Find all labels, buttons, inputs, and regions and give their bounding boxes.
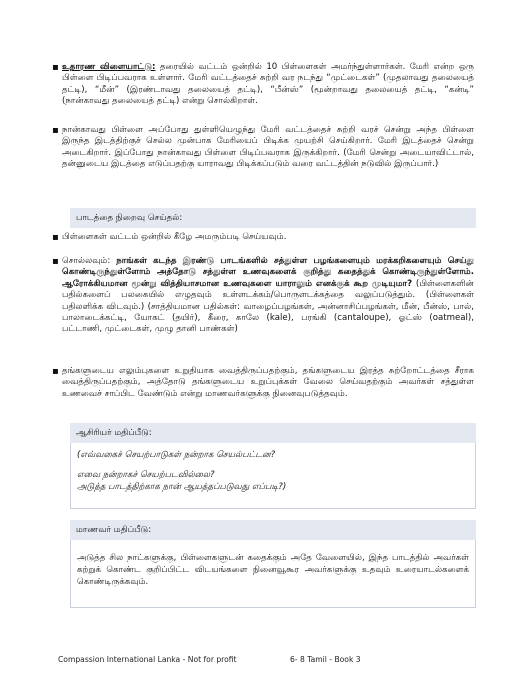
game-continuation-bullet [62,125,474,171]
student-evaluation-header [70,520,476,540]
say-lead: சொல்லவும்: [62,256,111,266]
teacher-evaluation-q3: அடுத்த பாடத்திற்காக நான் ஆயத்தப்படுவது எப்படி?) [77,482,287,492]
sit-in-circle-text: பிள்ளைகள் வட்டம் ஒன்றில் கீழே அமரும்படி செய்யவும். [62,232,287,242]
lesson-closing-heading [70,208,476,228]
sit-in-circle-bullet [62,232,474,243]
say-bold-text: நாங்கள் கடந்த இரண்டு பாடங்களில் சத்துள்ள பழங்களையும் மரக்கறிகளையும் செய்து கொண்டிருந்துள்ளோம் அத்தோடு சத்துள்ள உணவுகளைக் குறித்து கதைத்துக் கொண்டிருந்துள்ளோம். ஆரோக்கியமான மூன்று வித்தியாசமான உணவுகளை யாராலும் எனக்குக் கூற முடியுமா? [62,256,475,289]
footer-organization: Compassion International Lanka - Not for profit [58,655,237,664]
game-continuation-text: நான்காவது பிள்ளை அப்போது துள்ளியெழுந்து மேரி வட்டத்தைச் சுற்றி வரச் சென்று அந்த பிள்ளை இருந்த இடத்திற்குச் செல்ல முன்பாக மேரியைப் பிடிக்க முயற்சி செய்கிறார். மேரி இடத்தைச் சென்று அடைகிறார். இப்போது நான்காவது பிள்ளை பிடிப்பவராக இருக்கிறார். (மேரி சென்று அடையாவிட்டால், தன்னுடைய இடத்தை எடுப்பதற்கு யாராவது பிடிக்கப்படும் வரை வட்டத்தின் நடுவில் இருப்பார்.) [62,125,474,170]
student-evaluation-box [70,540,476,608]
say-answers-text: (பிள்ளைகளின் பதில்களைப் பலகையில் எழுதவும் உள்ளடக்கம்/பொருளடக்கத்தை வலுப்படுத்தும். (பிள்ளைகள் பதிலளிக்க விடவும்.) (சாத்தியமான பதில்கள்: வாழைப்பழங்கள், அன்னாசிப்பழங்கள், மீன், பீன்ஸ், பால், பாலாடைக்கட்டி, யோகட் (தயிர்), கீரை, காலே (kale), பரங்கி (cantaloupe), ஓட்ஸ் (oatmeal), பட்டாணி, முட்டைகள், முழு தானி பாண்கள்) [62,278,475,335]
teacher-evaluation-header [70,423,476,443]
footer-book-info: 6- 8 Tamil - Book 3 [290,655,361,664]
teacher-evaluation-q1: (எவ்வகைச் செயற்பாடுகள் நன்றாக செயல்பட்டன? [77,450,276,460]
student-evaluation-title: மாணவர் மதிப்பீடு: [76,525,152,535]
reminder-bullet [62,366,474,400]
lesson-closing-title: பாடத்தை நிறைவு செய்தல்: [76,213,183,223]
example-game-bullet [62,62,474,108]
teacher-evaluation-box [70,443,476,509]
example-game-heading: உதாரண விளையாட்டு: [62,62,156,72]
example-game-text: தரையில் வட்டம் ஒன்றில் 10 பிள்ளைகள் அமர்ந்துள்ளார்கள். மேரி என்ற ஒரு பிள்ளை பிடிப்பவராக உள்ளார். மேரி வட்டத்தைச் சுற்றி வர நடந்து “முட்டைகள்” (முதலாவது தலையைத் தட்டி), “மீன்” (இரண்டாவது தலையைத் தட்டி), “பீன்ஸ்” (மூன்றாவது தலையைத் தட்டி, “கன்டி” (நான்காவது தலையைத் தட்டி) என்று சொல்கிறாள். [62,62,474,107]
teacher-evaluation-q2: எவை நன்றாகச் செயற்படவில்லை? [77,470,215,480]
reminder-text: தங்களுடைய எலும்புகளை உறுதியாக வைத்திருப்பதற்கும், தங்களுடைய இரத்த சுற்றோட்டத்தை சீராக வைத்திருப்பதற்கும், அத்தோடு தங்களுடைய உறுப்புக்கள் வேலை செய்வதற்கும் அவர்கள் சத்துள்ள உணவைச் சாப்பிட வேண்டும் என்று மாணவர்களுக்கு நினைவுபடுத்தவும். [62,366,474,399]
say-bullet [62,256,474,336]
student-evaluation-text: அடுத்த சில நாட்களுக்கு, பிள்ளைகளுடன் கதைக்கும் அதே வேளையில், இந்த பாடத்தில் அவர்கள் கற்றுக் கொண்ட குறிப்பிட்ட விடயங்களை நினைவூகூர அவர்களுக்கு உதவும் உரையாடல்களைக் கொண்டிருக்கவும். [77,553,469,587]
teacher-evaluation-title: ஆசிரியர் மதிப்பீடு: [76,428,152,438]
